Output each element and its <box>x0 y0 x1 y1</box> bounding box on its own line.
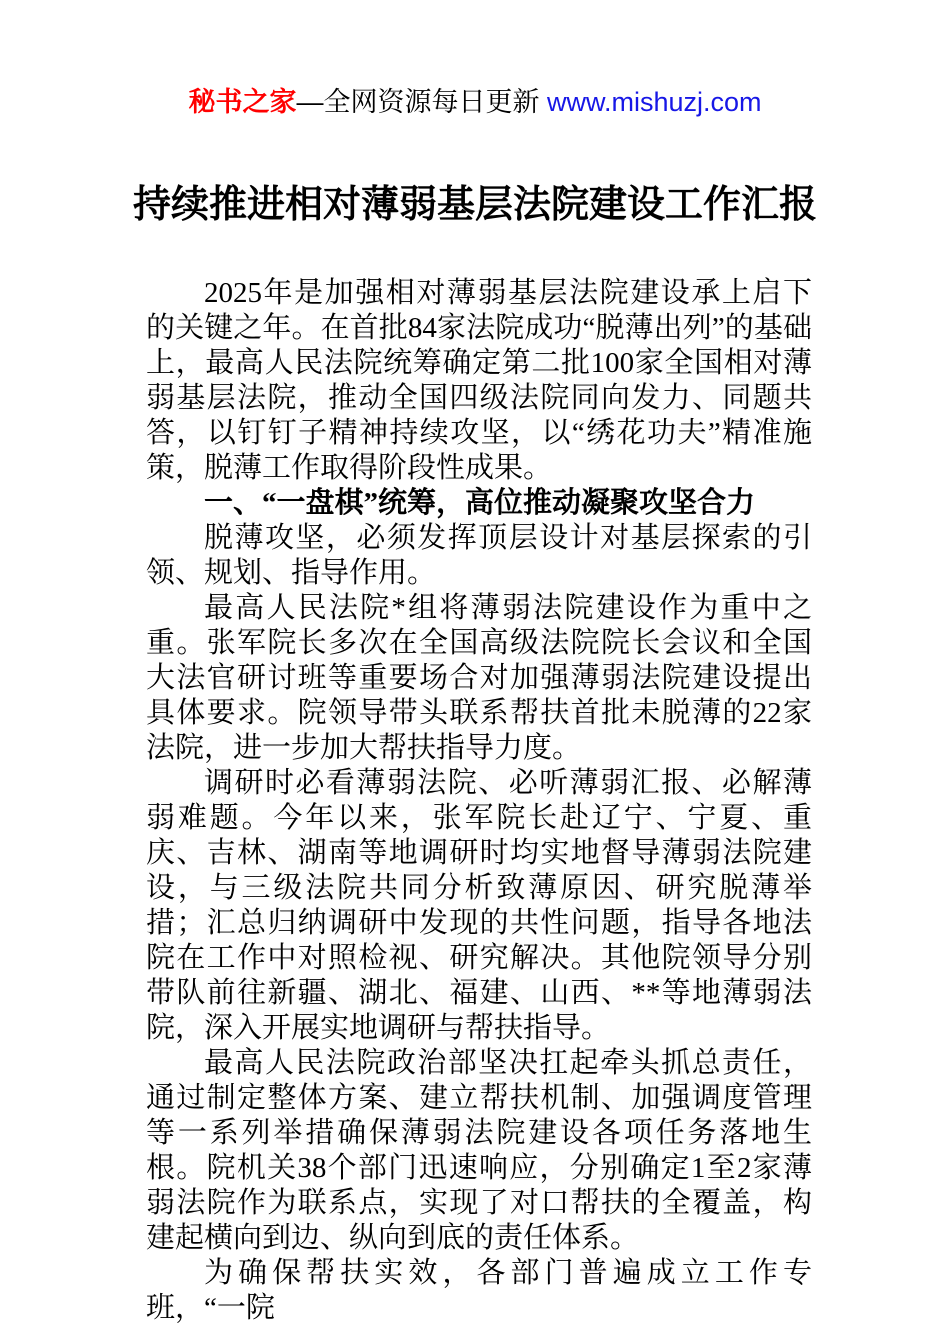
site-url-link[interactable]: www.mishuzj.com <box>546 87 762 117</box>
section-heading: 一、“一盘棋”统筹，高位推动凝聚攻坚合力 <box>204 487 756 519</box>
paragraph: 2025年是加强相对薄弱基层法院建设承上启下的关键之年。在首批84家法院成功“脱薄出列”的基础上，最高人民法院统筹确定第二批100家全国相对薄弱基层法院，推动全国四级法院同向发力、同题共答，以钉钉子精神持续攻坚，以“绣花功夫”精准施策，脱薄工作取得阶段性成果。 <box>146 277 812 484</box>
document-title: 持续推进相对薄弱基层法院建设工作汇报 <box>132 184 817 226</box>
paragraph: 最高人民法院*组将薄弱法院建设作为重中之重。张军院长多次在全国高级法院院长会议和全国大法官研讨班等重要场合对加强薄弱法院建设提出具体要求。院领导带头联系帮扶首批未脱薄的22家法院，进一步加大帮扶指导力度。 <box>146 592 812 764</box>
site-name: 秘书之家 <box>188 87 297 117</box>
site-tagline: —全网资源每日更新 <box>296 87 547 117</box>
paragraph: 最高人民法院政治部坚决扛起牵头抓总责任，通过制定整体方案、建立帮扶机制、加强调度管理等一系列举措确保薄弱法院建设各项任务落地生根。院机关38个部门迅速响应，分别确定1至2家薄弱法院作为联系点，实现了对口帮扶的全覆盖，构建起横向到边、纵向到底的责任体系。 <box>146 1047 812 1254</box>
paragraph: 脱薄攻坚，必须发挥顶层设计对基层探索的引领、规划、指导作用。 <box>146 522 812 589</box>
paragraph: 为确保帮扶实效，各部门普遍成立工作专班，“一院 <box>146 1257 812 1324</box>
document-body <box>146 276 812 1326</box>
paragraph: 调研时必看薄弱法院、必听薄弱汇报、必解薄弱难题。今年以来，张军院长赴辽宁、宁夏、重庆、吉林、湖南等地调研时均实地督导薄弱法院建设，与三级法院共同分析致薄原因、研究脱薄举措；汇总归纳调研中发现的共性问题，指导各地法院在工作中对照检视、研究解决。其他院领导分别带队前往新疆、湖北、福建、山西、**等地薄弱法院，深入开展实地调研与帮扶指导。 <box>146 767 812 1044</box>
site-header <box>0 84 950 120</box>
